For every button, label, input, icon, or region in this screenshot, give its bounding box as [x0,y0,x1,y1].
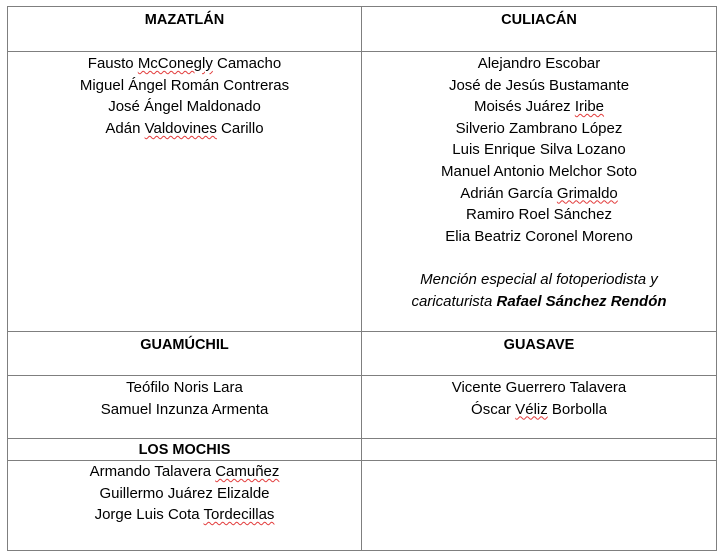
name-text: Jorge Luis Cota [94,506,204,524]
name-text: José Ángel Maldonado [108,98,261,116]
name-text: Vicente Guerrero Talavera [451,379,627,396]
mazatlan-header-cell [8,7,362,52]
names-list [8,52,361,139]
name-text: Teófilo Noris Lara [126,379,243,396]
name-line [362,226,716,248]
culiacan-title: CULIACÁN [501,12,577,28]
spell-flagged-word: Tordecillas [203,506,275,524]
mazatlan-title: MAZATLÁN [144,12,225,28]
spell-flagged-word: McConegly [137,55,213,72]
name-text: Borbolla [547,400,607,418]
name-text: Moisés Juárez [473,98,575,116]
name-line [8,75,361,97]
name-text: Luis Enrique Silva Lozano [452,141,626,159]
name-line [8,377,361,399]
name-text: Elia Beatriz Coronel Moreno [445,227,633,245]
name-text: Fausto [87,55,138,72]
special-mention-note [362,268,716,312]
empty-header-cell [362,439,717,461]
names-list [8,461,361,526]
name-line [8,399,361,421]
name-text: Adrián García [460,184,557,202]
name-line [362,53,716,75]
name-text: Armando Talavera [89,463,216,480]
guasave-header-cell [362,332,717,376]
guamuchil-title: GUAMÚCHIL [140,337,229,353]
name-line [8,118,361,140]
name-line [362,183,716,205]
los-mochis-title: LOS MOCHIS [138,442,231,458]
names-list [362,376,716,420]
name-text: José de Jesús Bustamante [448,76,630,94]
special-mention-line-1: Mención especial al fotoperiodista y [420,271,658,289]
mazatlan-names-cell [8,52,362,332]
name-line [362,377,716,399]
name-text: Miguel Ángel Román Contreras [79,76,290,94]
spell-flagged-word: Camuñez [215,463,280,480]
spell-flagged-word: Véliz [515,400,548,418]
name-line [362,399,716,421]
journalists-table [7,6,717,551]
name-line [362,204,716,226]
name-line [8,96,361,118]
name-line [362,139,716,161]
name-line [8,461,361,483]
name-line [8,483,361,505]
names-list [362,52,716,247]
name-text: Adán [105,119,145,137]
culiacan-header-cell [362,7,717,52]
guasave-title: GUASAVE [503,337,575,353]
spell-flagged-word: Grimaldo [556,184,618,202]
honoree-name: Rafael Sánchez Rendón [496,292,667,310]
name-line [362,75,716,97]
name-text: Manuel Antonio Melchor Soto [441,162,637,180]
spell-flagged-word: Valdovines [144,119,217,137]
name-line [362,161,716,183]
name-text: Silverio Zambrano López [455,119,623,137]
name-line [362,118,716,140]
name-text: Guillermo Juárez Elizalde [99,484,270,502]
note-prefix: caricaturista [411,292,497,310]
name-text: Carillo [216,119,264,137]
names-list [8,376,361,420]
empty-names-cell [362,461,717,551]
name-line [8,504,361,526]
guamuchil-names-cell [8,376,362,439]
name-text: Ramiro Roel Sánchez [466,206,612,224]
culiacan-names-cell [362,52,717,332]
guamuchil-header-cell [8,332,362,376]
name-line [362,96,716,118]
spell-flagged-word: Iribe [574,98,605,116]
name-text: Camacho [212,55,282,72]
name-text: Samuel Inzunza Armenta [100,400,269,418]
los-mochis-header-cell [8,439,362,461]
name-line [8,53,361,75]
name-text: Alejandro Escobar [477,55,601,72]
guasave-names-cell [362,376,717,439]
name-text: Óscar [471,400,516,418]
special-mention-line-2 [362,291,716,313]
los-mochis-names-cell [8,461,362,551]
